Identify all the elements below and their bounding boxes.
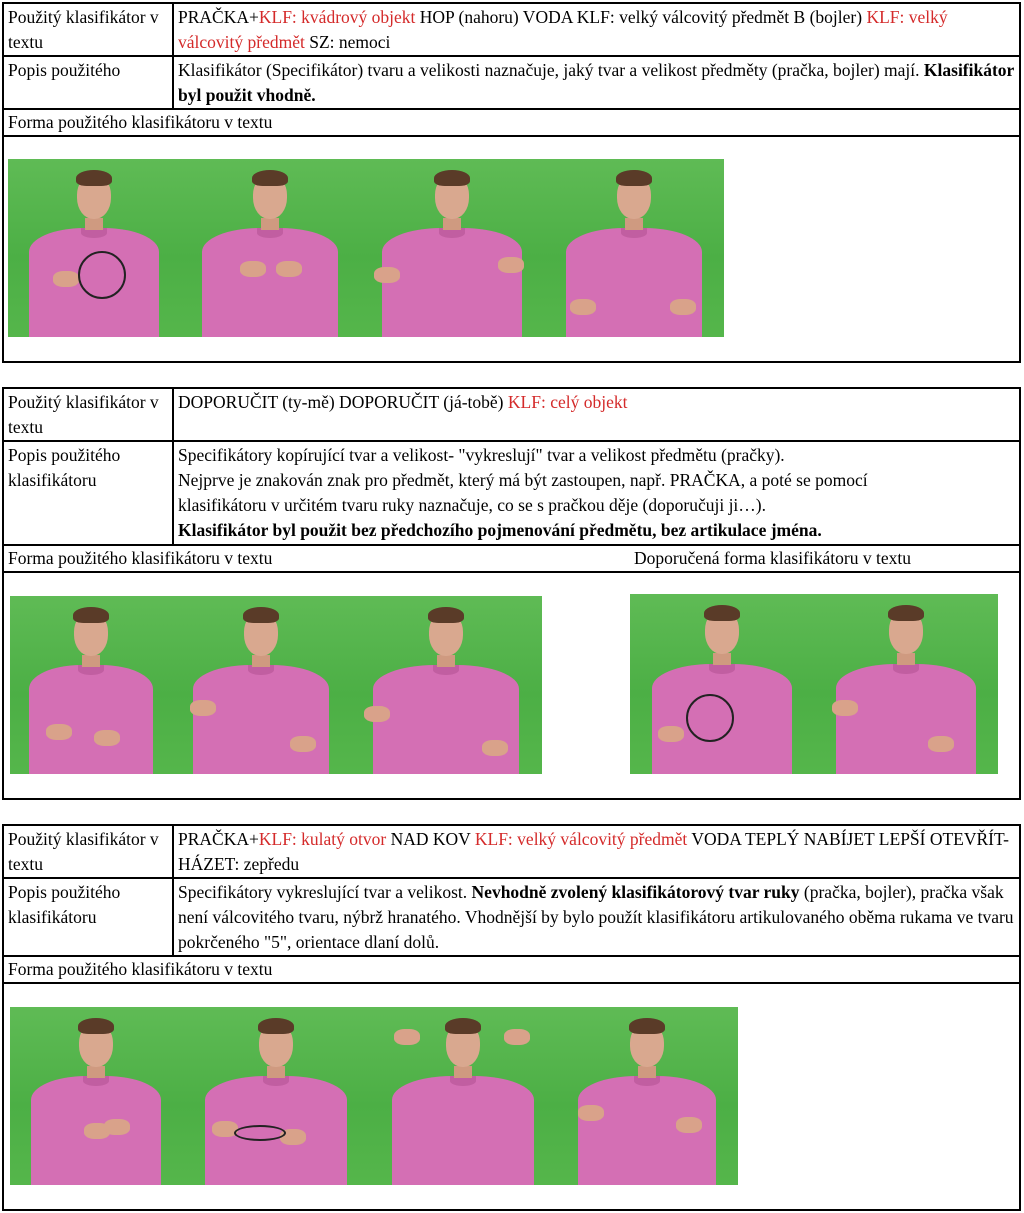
sign-photo-strip	[8, 159, 724, 337]
movement-ellipse-icon	[234, 1125, 286, 1141]
sign-photo	[630, 594, 814, 774]
photo-area	[4, 573, 1019, 801]
classifier-block-1	[2, 2, 1021, 363]
sign-photo	[350, 596, 542, 774]
classifier-text: PRAČKA+KLF: kvádrový objekt HOP (nahoru) VODA KLF: velký válcovitý předmět B (bojler) KLF: velký válcovitý předmět SZ: nemoci	[173, 4, 1019, 56]
classifier-text: DOPORUČIT (ty-mě) DOPORUČIT (já-tobě) KLF: celý objekt	[173, 389, 1019, 441]
classifier-text: PRAČKA+KLF: kulatý otvor NAD KOV KLF: velký válcovitý předmět VODA TEPLÝ NABÍJET LEPŠÍ OTEVŘÍT-HÁZET: zepředu	[173, 826, 1019, 878]
classifier-block-3	[2, 824, 1021, 1211]
description-text: Klasifikátor (Specifikátor) tvaru a velikosti naznačuje, jaký tvar a velikost předměty (pračka, bojler) mají. Klasifikátor byl použit vhodně.	[173, 56, 1019, 109]
label-description: Popis použitého klasifikátoru	[4, 441, 173, 545]
label-description: Popis použitého klasifikátoru	[4, 878, 173, 956]
movement-circle-icon	[686, 694, 734, 742]
sign-photo	[10, 596, 172, 774]
sign-photo	[180, 159, 360, 337]
photo-area	[4, 137, 1019, 361]
sign-photo	[556, 1007, 738, 1185]
sign-photo	[10, 1007, 182, 1185]
sign-photo	[370, 1007, 556, 1185]
form-label-row: Forma použitého klasifikátoru v textu Doporučená forma klasifikátoru v textu	[4, 546, 1019, 573]
label-classifier-in-text: Použitý klasifikátor v textu	[4, 826, 173, 878]
classifier-table-3	[4, 826, 1019, 957]
classifier-table-1	[4, 4, 1019, 110]
recommended-photo-strip	[630, 594, 998, 774]
classifier-block-2	[2, 387, 1021, 800]
movement-circle-icon	[78, 251, 126, 299]
label-description: Popis použitého	[4, 56, 173, 109]
sign-photo	[172, 596, 350, 774]
sign-photo-strip	[10, 596, 542, 774]
sign-photo	[360, 159, 544, 337]
sign-photo	[182, 1007, 370, 1185]
label-classifier-in-text: Použitý klasifikátor v textu	[4, 4, 173, 56]
recommended-form-label: Doporučená forma klasifikátoru v textu	[634, 548, 911, 568]
form-label-row: Forma použitého klasifikátoru v textu	[4, 110, 1019, 137]
label-classifier-in-text: Použitý klasifikátor v textu	[4, 389, 173, 441]
description-text: Specifikátory kopírující tvar a velikost- "vykreslují" tvar a velikost předmětu (pračky). Nejprve je znakován znak pro předmět, který má být zastoupen, např. PRAČKA, a poté se pomocí klasifikátoru v určitém tvaru ruky naznačuje, co se s pračkou děje (doporučuji ji…). Klasifikátor byl použit bez předchozího pojmenování předmětu, bez artikulace jména.	[173, 441, 1019, 545]
description-text: Specifikátory vykreslující tvar a velikost. Nevhodně zvolený klasifikátorový tvar ruky (pračka, bojler), pračka však není válcovitého tvaru, nýbrž hranatého. Vhodnější by bylo použít klasifikátoru artikulovaného oběma rukama ve tvaru pokrčeného "5", orientace dlaní dolů.	[173, 878, 1019, 956]
classifier-table-2	[4, 389, 1019, 546]
photo-area	[4, 984, 1019, 1210]
sign-photo-strip	[10, 1007, 738, 1185]
sign-photo	[544, 159, 724, 337]
sign-photo	[814, 594, 998, 774]
form-label-row: Forma použitého klasifikátoru v textu	[4, 957, 1019, 984]
sign-photo	[8, 159, 180, 337]
